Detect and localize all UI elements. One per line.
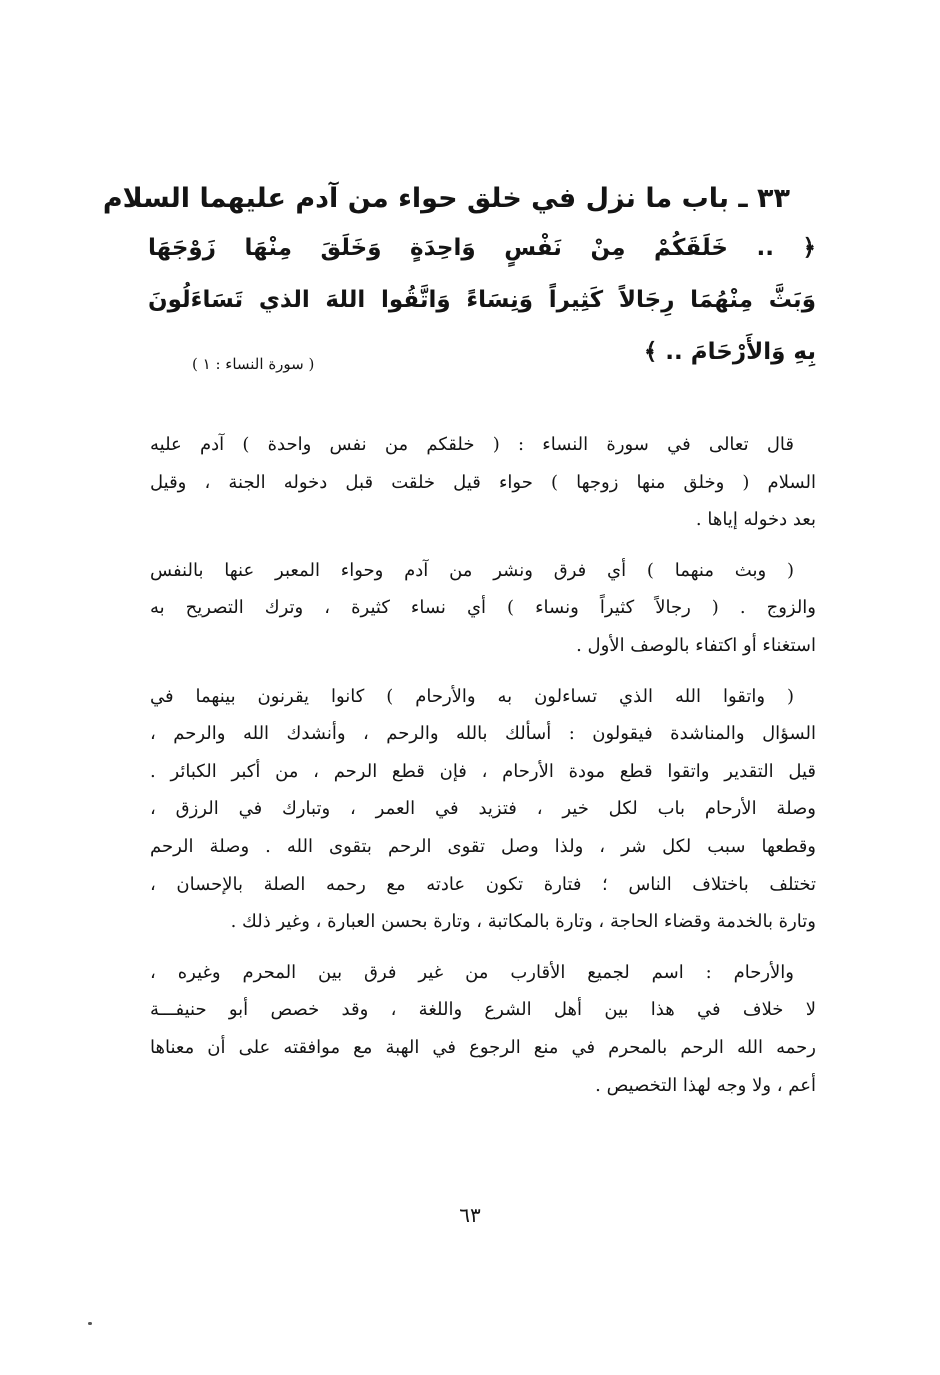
text-line: قيل التقدير واتقوا قطع مودة الأرحام ، فإن قطع الرحم ، من أكبر الكبائر . [150, 760, 816, 782]
text-line: استغناء أو اكتفاء بالوصف الأول . [576, 634, 816, 656]
text-line: وقطعها سبب لكل شر ، ولذا وصل تقوى الرحم بتقوى الله . وصلة الرحم [150, 835, 816, 857]
paragraph [150, 678, 816, 941]
page-number: ٦٣ [459, 1203, 481, 1227]
verse-line: وَبَثَّ مِنْهُمَا رِجَالاً كَثِيراً وَنِسَاءً وَاتَّقُوا اللهَ الذي تَسَاءَلُونَ [148, 287, 816, 313]
text-line: والأرحام : اسم لجميع الأقارب من غير فرق بين المحرم وغيره ، [150, 961, 794, 983]
text-line: وتارة بالخدمة وقضاء الحاجة ، وتارة بالمكاتبة ، وتارة بحسن العبارة ، وغير ذلك . [230, 911, 816, 933]
text-line: قال تعالى في سورة النساء : ( خلقكم من نفس واحدة ) آدم عليه [150, 434, 794, 455]
chapter-heading: ٣٣ ـ باب ما نزل في خلق حواء من آدم عليهما السلام [102, 183, 790, 215]
text-line: رحمه الله الرحم بالمحرم في منع الرجوع في الهبة مع موافقته على أن معناها [150, 1036, 816, 1058]
paragraph [150, 426, 816, 539]
verse-line: بِهِ وَالأَرْحَامَ .. ﴾ [643, 339, 816, 365]
scan-speck [88, 1322, 92, 1325]
text-line: وصلة الأرحام باب لكل خير ، فتزيد في العمر ، وتبارك في الرزق ، [150, 798, 816, 820]
text-line: أعم ، ولا وجه لهذا التخصيص . [595, 1074, 816, 1096]
verse-line: ﴿ .. خَلَقَكُمْ مِنْ نَفْسٍ وَاحِدَةٍ وَخَلَقَ مِنْهَا زَوْجَهَا [148, 235, 816, 261]
paragraph [150, 552, 816, 665]
verse-reference: ( سورة النساء : ١ ) [192, 355, 315, 373]
commentary-text [150, 426, 816, 1117]
text-line: والزوج . ( رجالاً كثيراً ونساء ) أي نساء كثيرة ، وترك التصريح به [150, 597, 816, 619]
text-line: ( واتقوا الله الذي تساءلون به والأرحام ) كانوا يقرنون بينهما في [150, 685, 794, 707]
text-line: ( وبث منهما ) أي فرق ونشر من آدم وحواء المعبر عنها بالنفس [150, 559, 794, 581]
text-line: السلام ( وخلق منها زوجها ) حواء قيل خلقت قبل دخوله الجنة ، وقيل [150, 471, 816, 493]
paragraph [150, 954, 816, 1104]
text-line: بعد دخوله إياها . [695, 509, 816, 531]
text-line: تختلف باختلاف الناس ؛ فتارة تكون عادته مع رحمه الصلة بالإحسان ، [150, 873, 816, 895]
text-line: لا خلاف في هذا بين أهل الشرع واللغة ، وقد خصص أبو حنيفـــة [150, 999, 816, 1021]
text-line: السؤال والمناشدة فيقولون : أسألك بالله والرحم ، وأنشدك الله والرحم ، [150, 723, 816, 745]
